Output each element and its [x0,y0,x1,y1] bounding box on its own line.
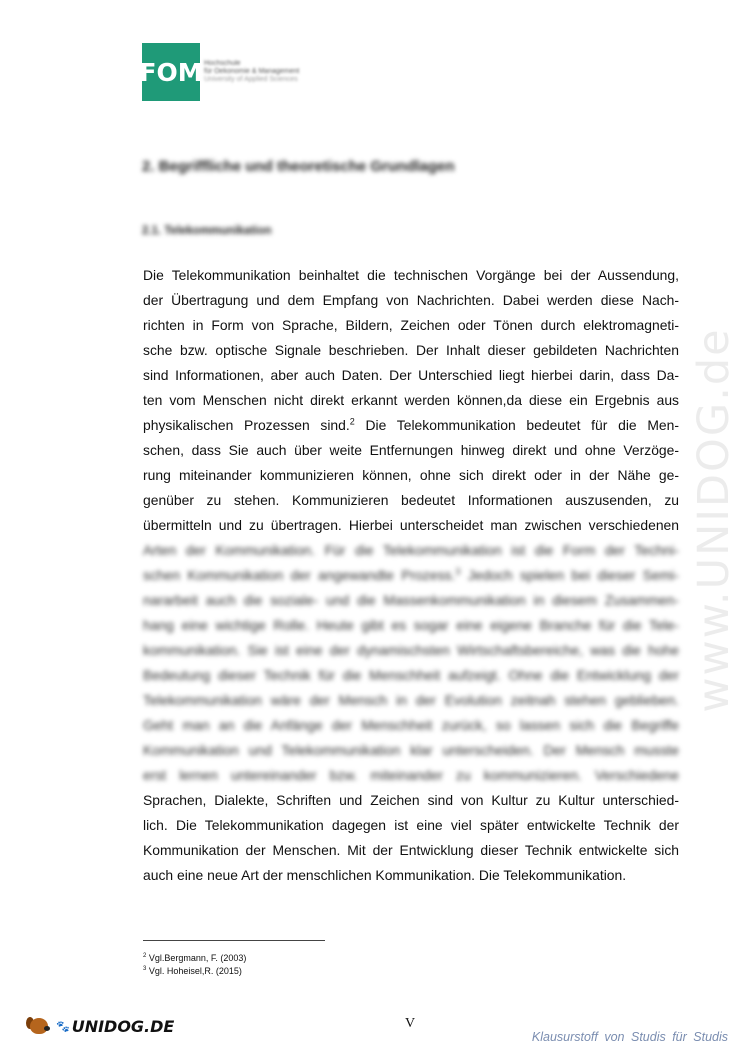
text-line: lich. Die Telekommunikation dagegen ist eine viel später entwickelte Technik der [143,817,679,833]
watermark: www.UNIDOG.de [689,327,739,713]
tagline: Klausurstoff von Studis für Studis [531,1030,728,1044]
text-line: ten vom Menschen nicht direkt erkannt werden können,da diese ein Ergebnis aus [143,392,679,408]
blurred-line: Kommunikation und Telekommunikation klar unterscheiden. Der Mensch musste [143,742,679,758]
footnote-ref: 2 [349,416,355,427]
blurred-line: erst lernen untereinander bzw. miteinander zu kommunizieren. Verschiedene [143,767,679,783]
blurred-line: Telekommunikation wäre der Mensch in der Evolution zeitnah stehen geblieben. [143,692,679,708]
footnote: $^3$ Vgl. Hoheisel,R. (2015) [143,966,242,976]
blurred-line: kommunikation. Sie ist eine der dynamischsten Wirtschaftsbereiche, was die hohe [143,642,679,658]
footnotes [143,951,246,977]
paw-icon: 🐾 [56,1020,70,1033]
blurred-line: Geht man an die Anfänge der Menschheit zurück, so lassen sich die Begriffe [143,717,679,733]
text-line: schen, dass Sie auch über weite Entfernungen hinweg direkt und ohne Verzöge- [143,442,679,458]
blurred-line: hang eine wichtige Rolle. Heute gibt es sogar eine eigene Branche für die Tele- [143,617,679,633]
section-heading: 2. Begriffliche und theoretische Grundlagen [142,158,455,175]
blurred-line: nararbeit auch die soziale- und die Massenkommunikation in diesem Zusammen- [143,592,679,608]
text-line: sind Informationen, aber auch Daten. Der Unterschied liegt hierbei darin, dass Da- [143,367,679,383]
fom-logo [139,43,300,101]
footnote-ref: 3 [455,566,461,577]
text-line: sche bzw. optische Signale beschrieben. Der Inhalt dieser gebildeten Nachrichten [143,342,679,358]
text-line: Die Telekommunikation beinhaltet die technischen Vorgänge bei der Aussendung, [143,267,679,283]
text-line: übermitteln und zu übertragen. Hierbei unterscheidet man zwischen verschiedenen [143,517,679,533]
fom-logo-mark: FOM [142,43,200,101]
text-line: genüber zu stehen. Kommunizieren bedeutet Informationen auszusenden, zu [143,492,679,508]
text-line: auch eine neue Art der menschlichen Kommunikation. Die Telekommunikation. [143,867,627,883]
blurred-line: schen Kommunikation der angewandte Prozess.$^3$ Jedoch spielen bei dieser Semi- [143,566,680,583]
subsection-heading: 2.1. Telekommunikation [142,225,272,237]
text-line: der Übertragung und dem Empfang von Nachrichten. Dabei werden diese Nach- [143,292,679,308]
fom-logo-text: Hochschule für Oekonomie & Management University of Applied Sciences [204,60,300,83]
blurred-line: Arten der Kommunikation. Für die Telekommunikation ist die Form der Techni- [143,542,679,558]
blurred-line: Bedeutung dieser Technik für die Menschheit aufzeigt. Ohne die Entwicklung der [143,667,679,683]
text-line: rung miteinander kommunizieren können, ohne sich direkt oder in der Nähe ge- [143,467,679,483]
brand-text: UNIDOG.DE [71,1016,175,1036]
page-number: V [405,1016,416,1031]
text-line: physikalischen Prozessen sind.$^2$ Die Telekommunikation bedeutet für die Men- [143,416,680,433]
dog-icon [24,1014,52,1038]
text-line: Kommunikation der Menschen. Mit der Entwicklung dieser Technik entwickelte sich [143,842,679,858]
footnote: $^2$ Vgl.Bergmann, F. (2003) [143,953,247,963]
text-line: Sprachen, Dialekte, Schriften und Zeichen sind von Kultur zu Kultur unterschied- [143,792,679,808]
body-paragraph [143,263,679,888]
text-line: richten in Form von Sprache, Bildern, Zeichen oder Tönen durch elektromagneti- [143,317,679,333]
footnote-divider [143,940,325,941]
unidog-logo [24,1014,174,1038]
